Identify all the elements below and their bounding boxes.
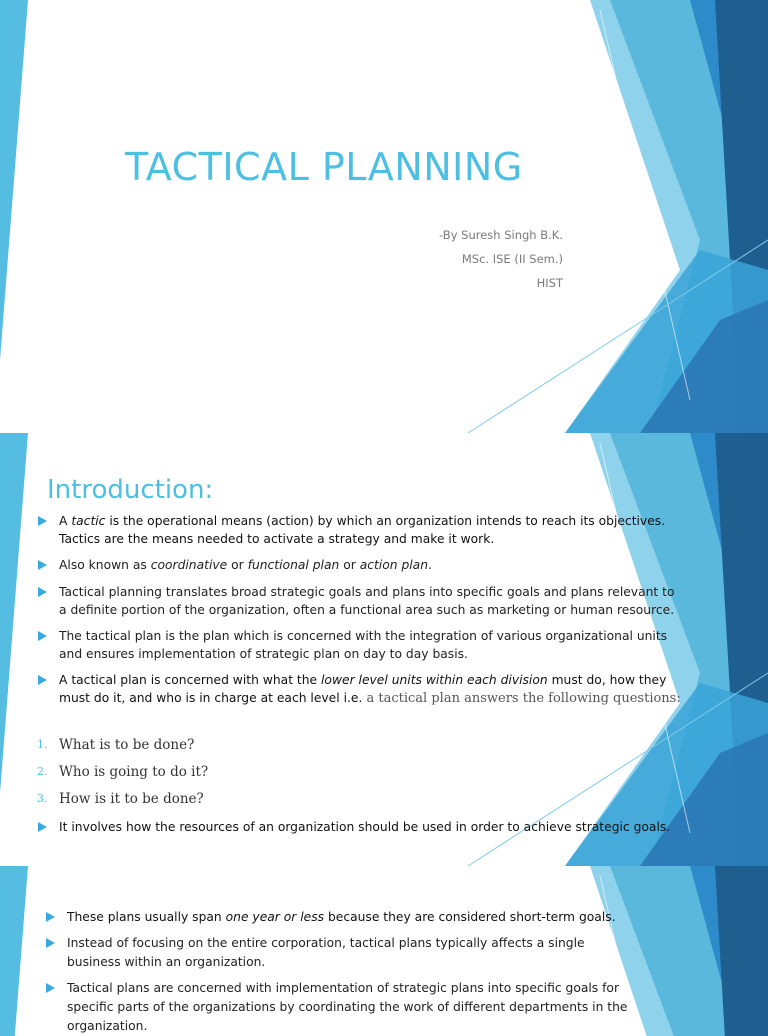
text: These plans usually span (67, 910, 226, 924)
bullet-arrow-icon (46, 938, 55, 948)
emphasis: action plan (359, 558, 428, 572)
bullet-implementation (67, 979, 632, 1036)
text: is the operational means (action) by which an organization intends to reach its objectives. (105, 514, 666, 528)
slide-tactical-plan-details (0, 866, 768, 1033)
emphasis: one year or less (225, 910, 325, 924)
bullet-time-span (67, 908, 632, 927)
text: . (428, 558, 432, 572)
bullet-resources (59, 818, 684, 836)
slide-introduction (0, 433, 768, 866)
bullet-single-business (67, 934, 632, 972)
item-number: 1. (37, 738, 48, 751)
section-heading: Introduction: (47, 475, 214, 505)
text: A tactical plan is concerned with what the (59, 673, 322, 687)
text: Tactics are the means needed to activate a strategy and make it work. (59, 532, 495, 546)
author-name: -By Suresh Singh B.K. (439, 228, 563, 242)
bullet-tactic-definition (59, 512, 684, 548)
bullet-arrow-icon (46, 983, 55, 993)
numbered-item-2 (37, 764, 209, 780)
text: or (227, 558, 248, 572)
bullet-arrow-icon (38, 822, 47, 832)
bullet-translates-goals (59, 583, 684, 619)
bullet-arrow-icon (38, 587, 47, 597)
slide-title (0, 0, 768, 433)
bullet-arrow-icon (38, 560, 47, 570)
emphasis: coordinative (150, 558, 228, 572)
emphasis: functional plan (247, 558, 340, 572)
text: a tactical plan answers the following questions: (362, 691, 681, 706)
numbered-item-3 (37, 791, 204, 807)
bullet-arrow-icon (38, 675, 47, 685)
text: The tactical plan is the plan which is concerned with the integration of various organizational units and ensures implementation of strategic plan on day to day basis. (59, 629, 668, 661)
emphasis: lower level units within each division (321, 673, 548, 687)
item-number: 3. (37, 792, 48, 805)
bullet-lower-level-units (59, 671, 684, 708)
text: Tactical planning translates broad strategic goals and plans into specific goals and plans relevant to a definite portion of the organization, often a functional area such as marketing or human resource. (59, 585, 675, 617)
text: Instead of focusing on the entire corporation, tactical plans typically affects a single business within an organization. (67, 936, 585, 969)
text: Tactical plans are concerned with implementation of strategic plans into specific goals for specific parts of the organizations by coordinating the work of different departments in the organization. (67, 981, 628, 1033)
text: Also known as (59, 558, 151, 572)
text: must do, how they must do it, and who is in charge at each level i.e. (59, 673, 667, 705)
author-institution: HIST (536, 276, 563, 290)
text: or (339, 558, 360, 572)
bullet-arrow-icon (38, 516, 47, 526)
author-degree: MSc. ISE (II Sem.) (461, 252, 563, 266)
item-text: How is it to be done? (59, 791, 204, 807)
bullet-arrow-icon (46, 912, 55, 922)
slide-title-text: TACTICAL PLANNING (125, 145, 523, 189)
bullet-also-known-as (59, 556, 684, 574)
item-text: What is to be done? (59, 737, 195, 753)
item-text: Who is going to do it? (59, 764, 209, 780)
slide1-decoration (0, 0, 768, 433)
numbered-item-1 (37, 737, 195, 753)
text: because they are considered short-term goals. (324, 910, 616, 924)
text: A (59, 514, 72, 528)
emphasis: tactic (71, 514, 106, 528)
bullet-integration (59, 627, 684, 663)
item-number: 2. (37, 765, 48, 778)
bullet-arrow-icon (38, 631, 47, 641)
text: It involves how the resources of an organization should be used in order to achieve strategic goals. (59, 820, 671, 834)
author-byline (439, 223, 563, 295)
